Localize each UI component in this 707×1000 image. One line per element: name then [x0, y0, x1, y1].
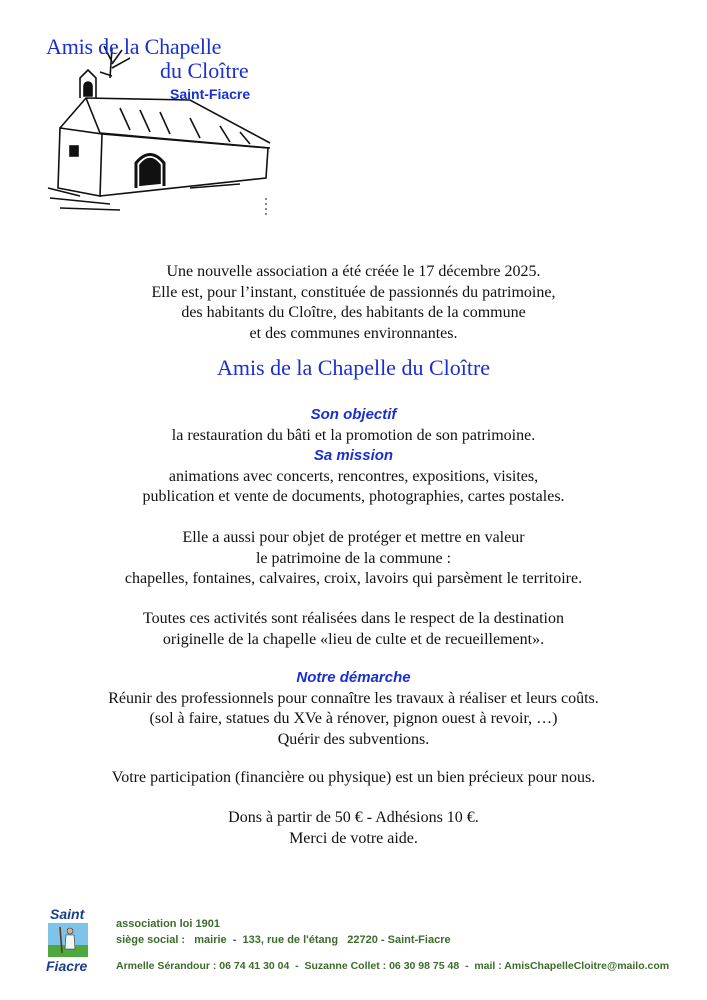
intro-line: des habitants du Cloître, des habitants de la commune [181, 304, 526, 321]
objectif-text: la restauration du bâti et la promotion de son patrimoine. [171, 426, 536, 444]
footer-contacts: Armelle Sérandour : 06 74 41 30 04 - Suzanne Collet : 06 30 98 75 48 - mail : AmisChapelleCloitre@mailo.com [116, 960, 670, 972]
respect-line: Toutes ces activités sont réalisées dans le respect de la destination [143, 610, 564, 627]
demarche-line: (sol à faire, statues du XVe à rénover, pignon ouest à revoir, …) [149, 710, 558, 727]
demarche-section [0, 668, 707, 750]
demarche-line: Quérir des subventions. [277, 730, 430, 748]
page-title: Amis de la Chapelle du Cloître [216, 355, 491, 380]
participation-text: Votre participation (financière ou physique) est un bien précieux pour nous. [111, 769, 596, 786]
dons-paragraph [0, 808, 707, 849]
intro-line: et des communes environnantes. [249, 324, 458, 342]
brand-subtitle: Saint-Fiacre [170, 86, 251, 102]
brand-title-line1: Amis de la Chapelle [46, 34, 222, 59]
dons-line: Merci de votre aide. [289, 829, 418, 847]
footer-logo [44, 906, 100, 976]
mission-heading: Sa mission [313, 447, 394, 464]
demarche-line: Réunir des professionnels pour connaître les travaux à réaliser et leurs coûts. [108, 689, 599, 707]
respect-line: originelle de la chapelle «lieu de culte et de recueillement». [162, 630, 545, 648]
proteger-line: Elle a aussi pour objet de protéger et mettre en valeur [182, 529, 525, 546]
mission-line: publication et vente de documents, photographies, cartes postales. [142, 488, 565, 505]
intro-line: Elle est, pour l’instant, constituée de passionnés du patrimoine, [151, 283, 556, 301]
footer-association: association loi 1901 [116, 918, 220, 930]
intro-line: Une nouvelle association a été créée le 17 décembre 2025. [166, 263, 541, 280]
demarche-heading: Notre démarche [296, 669, 411, 686]
brand-title-line2: du Cloître [160, 58, 249, 83]
dons-line: Dons à partir de 50 € - Adhésions 10 €. [228, 809, 479, 826]
footer-logo-top: Saint [50, 906, 85, 922]
objectif-heading: Son objectif [310, 406, 397, 423]
intro-paragraph [0, 262, 707, 344]
proteger-line: le patrimoine de la commune : [255, 549, 452, 567]
mission-line: animations avec concerts, rencontres, expositions, visites, [168, 467, 539, 485]
proteger-line: chapelles, fontaines, calvaires, croix, lavoirs qui parsèment le territoire. [124, 570, 583, 587]
proteger-paragraph [0, 528, 707, 590]
footer-address: siège social : mairie - 133, rue de l'étang 22720 - Saint-Fiacre [116, 934, 451, 946]
respect-paragraph [0, 609, 707, 650]
objectif-section [0, 405, 707, 508]
saint-figure-icon [48, 923, 88, 957]
footer-logo-bottom: Fiacre [46, 958, 88, 974]
